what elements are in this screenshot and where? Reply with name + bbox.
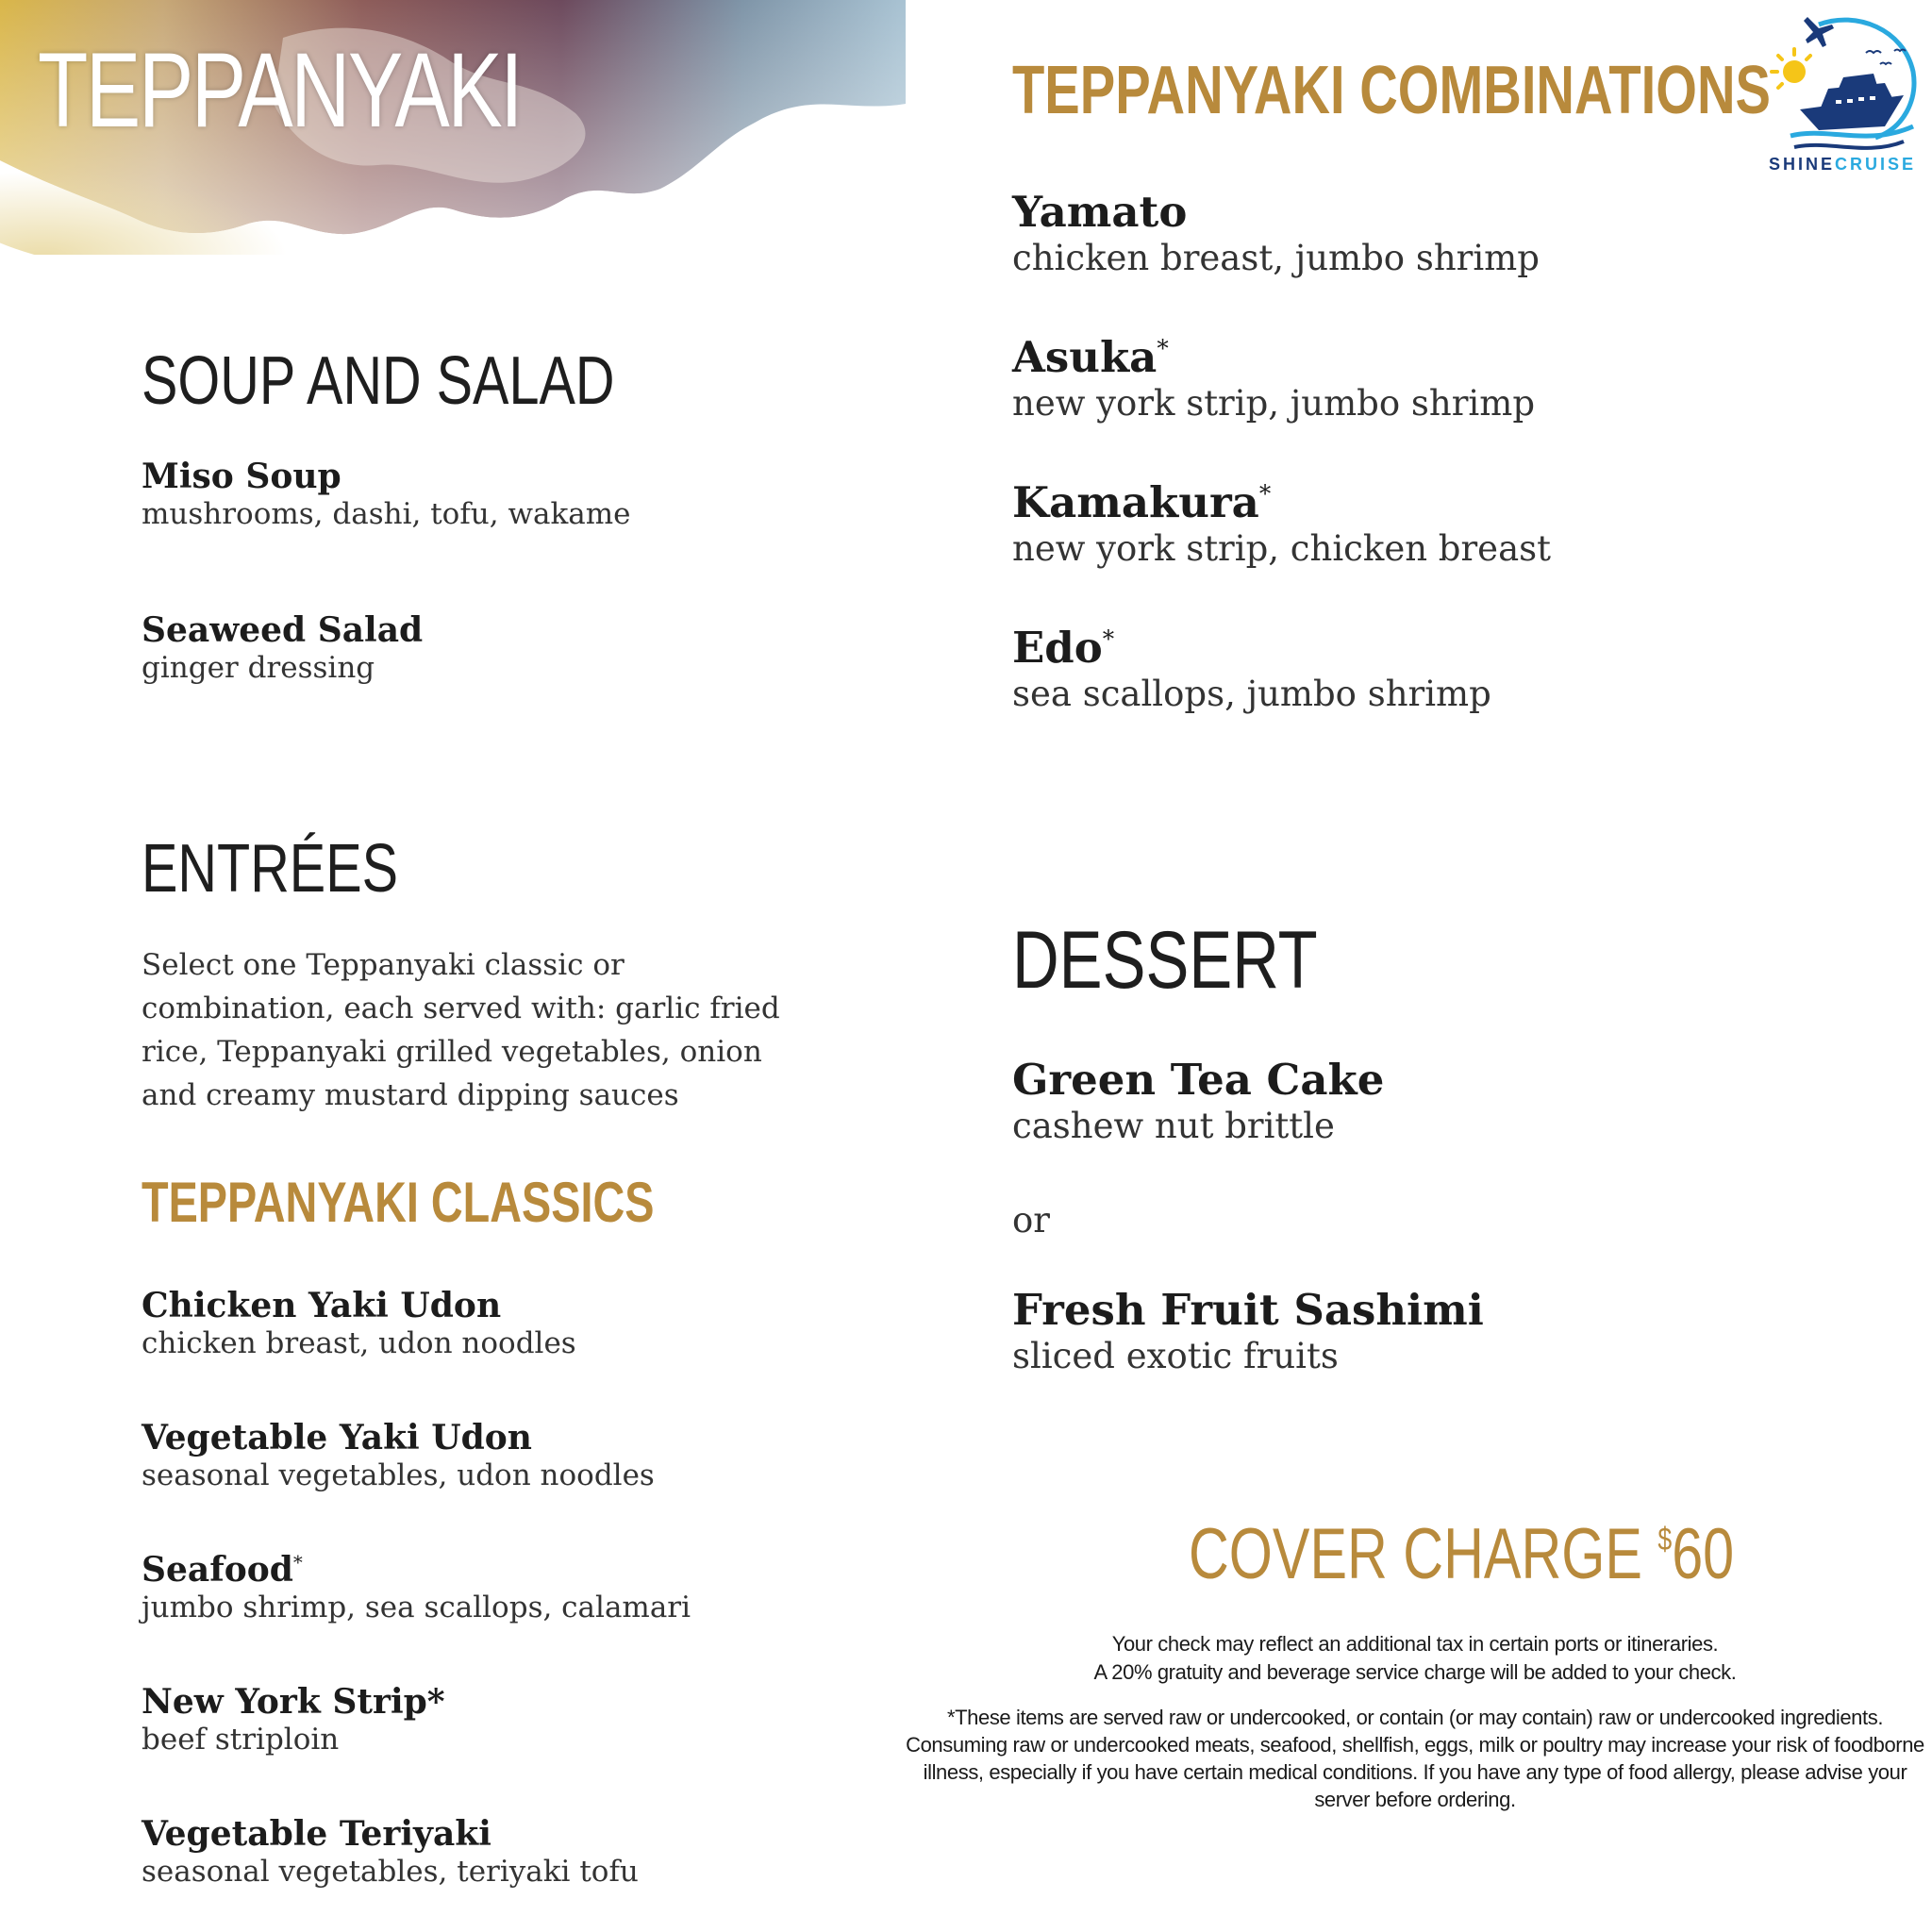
menu-item: [1012, 1055, 1384, 1147]
item-name: [142, 1814, 639, 1855]
cover-charge: [1189, 1514, 1735, 1594]
item-description: sea scallops, jumbo shrimp: [1012, 674, 1491, 714]
item-name: [142, 1550, 691, 1591]
gratuity-note: A 20% gratuity and beverage service charge will be added to your check.: [1093, 1660, 1737, 1684]
item-description: ginger dressing: [142, 651, 375, 686]
item-name: Green Tea Cake: [1012, 1055, 1385, 1105]
cover-charge-label: COVER CHARGE: [1189, 1514, 1642, 1594]
item-description: seasonal vegetables, udon noodles: [142, 1458, 655, 1493]
item-name-text: Chicken Yaki Udon: [142, 1286, 502, 1325]
item-name-text: Asuka: [1012, 332, 1158, 382]
menu-item: [142, 1418, 655, 1493]
menu-item: [1012, 1285, 1484, 1377]
menu-item: [142, 1286, 576, 1361]
item-name-text: Kamakura: [1012, 477, 1259, 527]
classics-title: TEPPANYAKI CLASSICS: [142, 1171, 655, 1234]
menu-item: [1012, 187, 1540, 279]
menu-item: [142, 457, 631, 532]
item-name: [142, 1286, 576, 1326]
menu-item: [1012, 477, 1551, 570]
raw-item-asterisk: *: [1157, 335, 1169, 362]
tax-note: Your check may reflect an additional tax in certain ports or itineraries.: [1111, 1632, 1719, 1656]
menu-item: [1012, 623, 1491, 715]
item-name: [1012, 477, 1551, 528]
item-description: jumbo shrimp, sea scallops, calamari: [142, 1591, 691, 1625]
item-name-text: Seafood: [142, 1550, 293, 1590]
menu-item: [142, 610, 423, 686]
item-description: seasonal vegetables, teriyaki tofu: [142, 1855, 639, 1890]
dessert-title: DESSERT: [1012, 915, 1318, 1006]
item-name: [1012, 187, 1540, 238]
item-name: [142, 1418, 655, 1458]
soup-salad-title: SOUP AND SALAD: [142, 343, 615, 419]
logo-word-shine: SHINE: [1768, 155, 1835, 174]
menu-item: [142, 1550, 691, 1625]
item-description: beef striploin: [142, 1723, 340, 1757]
item-name-text: New York Strip*: [142, 1682, 445, 1722]
item-name-text: Vegetable Teriyaki: [142, 1814, 491, 1854]
raw-item-asterisk: *: [1102, 625, 1115, 653]
item-name: Fresh Fruit Sashimi: [1012, 1285, 1484, 1335]
cover-charge-currency: $: [1657, 1522, 1673, 1557]
item-description: chicken breast, udon noodles: [142, 1326, 576, 1361]
banner-title: TEPPANYAKI: [38, 31, 522, 149]
entrees-title: ENTRÉES: [142, 831, 399, 907]
menu-item: [1012, 332, 1535, 425]
menu-item: [142, 1814, 639, 1890]
menu-item: [142, 1682, 445, 1757]
raw-item-asterisk: *: [1258, 480, 1272, 508]
logo-word-cruise: CRUISE: [1835, 155, 1917, 174]
combinations-title: TEPPANYAKI COMBINATIONS: [1012, 53, 1771, 128]
item-description: sliced exotic fruits: [1012, 1336, 1339, 1376]
item-name-text: Edo: [1012, 623, 1103, 673]
item-description: cashew nut brittle: [1012, 1106, 1335, 1146]
cover-charge-amount: 60: [1672, 1514, 1735, 1594]
item-name: [1012, 623, 1491, 674]
logo-wordmark: [1762, 155, 1923, 175]
item-description: mushrooms, dashi, tofu, wakame: [142, 497, 631, 532]
item-name: Miso Soup: [142, 457, 341, 496]
item-description: new york strip, chicken breast: [1012, 528, 1551, 569]
dessert-or: or: [1012, 1200, 1050, 1241]
item-description: new york strip, jumbo shrimp: [1012, 383, 1536, 424]
item-name: [1012, 332, 1535, 383]
item-name: Seaweed Salad: [142, 610, 424, 650]
raw-food-disclaimer: *These items are served raw or undercooked, or contain (or may contain) raw or undercooked ingredients. Consuming raw or undercooked meats, seafood, shellfish, eggs, milk or poultry may increase your risk of foodborne illness, especially if you have certain medical conditions. If you have any type of food allergy, please advise your server before ordering.: [906, 1706, 1924, 1811]
item-description: chicken breast, jumbo shrimp: [1012, 238, 1540, 278]
entrees-intro: Select one Teppanyaki classic or combination, each served with: garlic fried rice, Teppanyaki grilled vegetables, onion and creamy mustard dipping sauces: [142, 948, 780, 1112]
item-name-text: Yamato: [1012, 187, 1188, 237]
item-name-text: Vegetable Yaki Udon: [142, 1418, 532, 1457]
raw-item-asterisk: *: [292, 1552, 303, 1574]
item-name: [142, 1682, 445, 1723]
